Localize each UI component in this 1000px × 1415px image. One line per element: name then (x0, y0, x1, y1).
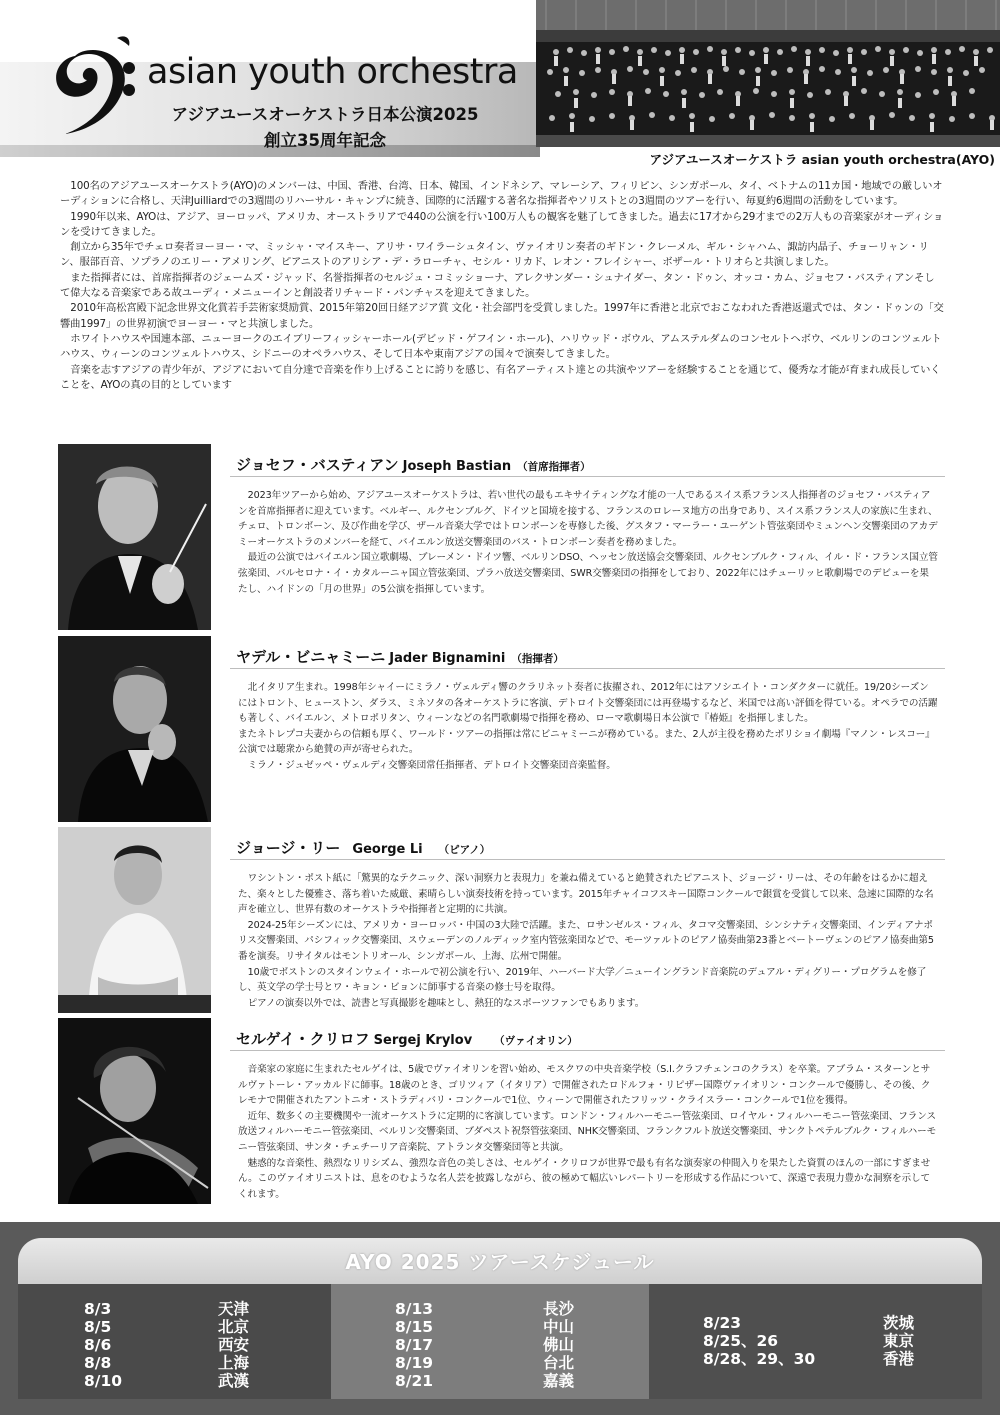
profile-name (236, 837, 490, 858)
name-ja: セルゲイ・クリロフ (236, 1030, 370, 1048)
bio-paragraph: 最近の公演ではバイエルン国立歌劇場、ブレーメン・ドイツ響、ベルリンDSO、ヘッセン放送協会交響楽団、ルクセンブルク・フィル、イル・ド・フランス国立管弦楽団、バルセロナ・イ・カタルーニャ国立管弦楽団、プラハ放送交響楽団、SWR交響楽団の指揮をしており、2022年にはチューリッヒ歌劇場でのデビューを果たし、ハイドンの「月の世界」の5公演を指揮しています。 (238, 552, 938, 595)
name-ja: ジョセフ・バスティアン (236, 456, 399, 474)
schedule-date: 8/6 (84, 1336, 112, 1354)
role-label: （首席指揮者） (517, 461, 591, 473)
schedule-city: 台北 (543, 1354, 575, 1372)
schedule-date: 8/5 (84, 1318, 112, 1336)
role-label: （指揮者） (511, 653, 564, 665)
profile-bio (238, 871, 938, 1011)
role-label: （ピアノ） (438, 844, 491, 856)
divider (230, 476, 945, 477)
bio-paragraph: またネトレプコ夫妻からの信頼も厚く、ワールド・ツアーの指揮は常にビニャミーニが務めている。また、2人が主役を務めたボリショイ劇場『マノン・レスコー』公演では聴衆から絶賛の声が寄せられた。 (238, 728, 935, 756)
intro-paragraph: 1990年以来、AYOは、アジア、ヨーロッパ、アメリカ、オーストラリアで440の公演を行い100万人もの観客を魅了してきました。過去に17才から29才までの2万人もの音楽家がオーディションを受けてきました。 (60, 210, 944, 238)
schedule-city: 香港 (883, 1350, 915, 1368)
intro-paragraph: また指揮者には、首席指揮者のジェームズ・ジャッド、名誉指揮者のセルジュ・コミッショーナ、アレクサンダー・シュナイダー、タン・ドゥン、オッコ・カム、ジョセフ・バスティアンそして偉大なる音楽家である故ユーディ・メニューインと創設者リチャード・パンチャスを迎えてきました。 (60, 271, 935, 300)
schedule-city: 上海 (218, 1354, 250, 1372)
ayo-logo-icon (45, 28, 145, 138)
profile-name (236, 646, 564, 667)
profile-name (236, 1028, 578, 1049)
bio-paragraph: 近年、数多くの主要機関や一流オーケストラに定期的に客演しています。ロンドン・フィルハーモニー管弦楽団、ロイヤル・フィルハーモニー管弦楽団、フランス放送フィルハーモニー管弦楽団、ベルリン交響楽団、ブダペスト祝祭管弦楽団、NHK交響楽団、フランクフルト放送交響楽団、サンクトペテルブルク・フィルハーモニー管弦楽団、サンタ・チェチーリア音楽院、アトランタ交響楽団等と共演。 (238, 1110, 937, 1153)
role-label: （ヴァイオリン） (494, 1035, 578, 1047)
portrait-photo (58, 1018, 211, 1204)
event-subtitle: 創立35周年記念 (264, 131, 386, 150)
tour-schedule (0, 1222, 1000, 1415)
schedule-title: AYO 2025 ツアースケジュール (345, 1250, 655, 1274)
schedule-column-china (18, 1284, 331, 1399)
profile-bio (238, 488, 938, 597)
intro-paragraph: 創立から35年でチェロ奏者ヨーヨー・マ、ミッシャ・マイスキー、アリサ・ワイラーシュタイン、ヴァイオリン奏者のギドン・クレーメル、ギル・シャハム、諏訪内晶子、チョーリャン・リン、服部百音、ソプラノのエリー・アメリング、ピアニストのアリシア・デ・ラローチャ、セシル・リカド、レオン・フレイシャー、ボザール・トリオらと共演しました。 (60, 241, 929, 269)
schedule-city: 東京 (883, 1332, 915, 1350)
schedule-city: 佛山 (543, 1336, 575, 1354)
bio-paragraph: 10歳でボストンのスタインウェイ・ホールで初公演を行い、2019年、ハーバード大学／ニューイングランド音楽院のデュアル・ディグリー・プログラムを修了し、英文学の学士号とワ・キョン・ビョンに師事する音楽の修士号を取得。 (238, 966, 927, 994)
schedule-date: 8/8 (84, 1354, 112, 1372)
portrait-photo (58, 636, 211, 822)
schedule-date: 8/3 (84, 1300, 112, 1318)
schedule-date: 8/15 (395, 1318, 434, 1336)
profile-bio (238, 1062, 938, 1202)
name-en: Jader Bignamini (389, 651, 506, 666)
bio-paragraph: ワシントン・ポスト紙に「驚異的なテクニック、深い洞察力と表現力」を兼ね備えていると絶賛されたピアニスト、ジョージ・リーは、その年齢をはるかに超えた、楽々とした優雅さ、落ち着いた威厳、素晴らしい演奏技術を持っています。2015年チャイコフスキー国際コンクールで銀賞を受賞して以来、急速に国際的な名声を確立し、世界有数のオーケストラや指揮者と定期的に共演。 (238, 873, 934, 916)
name-ja: ヤデル・ビニャミーニ (236, 648, 386, 666)
profile-bio (238, 680, 938, 774)
portrait-photo (58, 444, 211, 630)
photo-caption: アジアユースオーケストラ asian youth orchestra(AYO) (649, 152, 995, 167)
intro-paragraph: 2010年高松宮殿下記念世界文化賞若手芸術家奨励賞、2015年第20回日経アジア賞 文化・社会部門を受賞しました。1997年に香港と北京でおこなわれた香港返還式では、タン・ドゥンの「交響曲1997」の世界初演でヨーヨー・マと共演しました。 (60, 302, 944, 330)
schedule-city: 西安 (218, 1336, 250, 1354)
schedule-column-japan-hk (649, 1284, 982, 1399)
divider (230, 859, 945, 860)
schedule-date: 8/13 (395, 1300, 434, 1318)
bio-paragraph: 2024-25年シーズンには、アメリカ・ヨーロッパ・中国の3大陸で活躍。また、ロサンゼルス・フィル、タコマ交響楽団、シンシナティ交響楽団、インディアナポリス交響楽団、パシフィック交響楽団、スウェーデンのノルディック室内管弦楽団などで、モーツァルトのピアノ協奏曲第23番とベートーヴェンのピアノ協奏曲第5番を演奏。リサイタルはモントリオール、シンガポール、上海、広州で開催。 (238, 919, 934, 962)
schedule-date: 8/17 (395, 1336, 434, 1354)
intro-paragraph: 100名のアジアユースオーケストラ(AYO)のメンバーは、中国、香港、台湾、日本、韓国、インドネシア、マレーシア、フィリピン、シンガポール、タイ、ベトナムの11カ国・地域での厳しいオーディションに合格し、天津Juilliardでの3週間のリハーサル・キャンプに続き、国際的に活躍する著名な指揮者やソリストとの3週間のツアーを行い、毎夏約6週間の活動をしています。 (60, 180, 943, 208)
brand-name: asian youth orchestra (147, 52, 518, 92)
bio-paragraph: 音楽家の家庭に生まれたセルゲイは、5歳でヴァイオリンを習い始め、モスクワの中央音楽学校（S.I.クラフチェンコのクラス）を卒業。アブラム・スターンとサルヴァトーレ・アッカルドに師事。18歳のとき、ゴリツィア（イタリア）で開催されたロドルフォ・リピザー国際ヴァイオリン・コンクールで優勝し、その後、クレモナで開催されたアントニオ・ストラディバリ・コンクールで1位、ウィーンで開催されたフリッツ・クライスラー・コンクールで1位を獲得。 (238, 1064, 931, 1107)
portrait-photo (58, 827, 211, 1013)
intro-text (60, 179, 944, 393)
schedule-city: 武漢 (218, 1372, 250, 1390)
schedule-city: 長沙 (543, 1300, 575, 1318)
schedule-date: 8/10 (84, 1372, 123, 1390)
schedule-date: 8/23 (703, 1314, 742, 1332)
orchestra-photo (536, 0, 1000, 147)
bio-paragraph: 2023年ツアーから始め、アジアユースオーケストラは、若い世代の最もエキサイティングな才能の一人であるスイス系フランス人指揮者のジョセフ・バスティアンを首席指揮者に迎えています。ベルギー、ルクセンブルグ、ドイツと国境を接する、フランスのロレーヌ地方の出身であり、スイス系フランス人の家族に生まれ、チェロ、トロンボーン、及び作曲を学び、ザール音楽大学ではトロンボーンを専修した後、グスタフ・マーラー・ユーゲント管弦楽団やミュンヘン交響楽団のアカデミーオーケストラのメンバーを経て、バイエルン放送交響楽団のバス・トロンボーン奏者を務めました。 (238, 490, 938, 548)
name-en: Joseph Bastian (402, 459, 512, 474)
schedule-date: 8/21 (395, 1372, 434, 1390)
bio-paragraph: 北イタリア生まれ。1998年シャイーにミラノ・ヴェルディ響のクラリネット奏者に抜擢され、2012年にはアソシエイト・コンダクターに就任。19/20シーズンにはトロント、ヒューストン、ダラス、ミネソタの各オーケストラに客演、デトロイト交響楽団には再登場するなど、米国では高い評価を得ている。オペラでの活躍も著しく、バイエルン、メトロポリタン、ウィーンなどの名門歌劇場で指揮を務め、ローマ歌劇場日本公演で『椿姫』を指揮しました。 (238, 682, 938, 725)
divider (230, 668, 945, 669)
schedule-city: 茨城 (883, 1314, 915, 1332)
schedule-date: 8/28、29、30 (703, 1350, 816, 1368)
bio-paragraph: 魅惑的な音楽性、熱烈なリリシズム、強烈な音色の美しさは、セルゲイ・クリロフが世界で最も有名な演奏家の仲間入りを果たした資質のほんの一部にすぎません。このヴァイオリニストは、息をのむような名人芸を披露しながら、彼の極めて幅広いレパートリーを形成する作品について、深遠で表現力豊かな洞察を示してくれます。 (238, 1157, 931, 1200)
intro-paragraph: ホワイトハウスや国連本部、ニューヨークのエイブリーフィッシャーホール(デビッド・ゲフイン・ホール)、ハリウッド・ボウル、アムステルダムのコンセルトヘボウ、ベルリンのコンツェルトハウス、ウィーンのコンツェルトハウス、シドニーのオペラハウス、そして日本や東南アジアの国々で演奏してきました。 (60, 332, 942, 361)
event-title: アジアユースオーケストラ日本公演2025 (171, 105, 479, 124)
schedule-city: 天津 (218, 1300, 250, 1318)
schedule-title-bar (18, 1238, 982, 1284)
bio-paragraph: ピアノの演奏以外では、読書と写真撮影を趣味とし、熱狂的なスポーツファンでもあります。 (247, 997, 645, 1009)
schedule-city: 中山 (543, 1318, 575, 1336)
schedule-columns (18, 1284, 982, 1399)
profile-name (236, 454, 591, 475)
divider (230, 1050, 945, 1051)
schedule-city: 北京 (218, 1318, 250, 1336)
bio-paragraph: ミラノ・ジュゼッペ・ヴェルディ交響楽団常任指揮者、デトロイト交響楽団音楽監督。 (247, 759, 616, 771)
name-en: Sergej Krylov (373, 1033, 473, 1048)
schedule-date: 8/25、26 (703, 1332, 779, 1350)
schedule-column-south (331, 1284, 649, 1399)
name-ja: ジョージ・リー (236, 839, 341, 857)
schedule-city: 嘉義 (543, 1372, 575, 1390)
name-en: George Li (352, 842, 423, 857)
schedule-date: 8/19 (395, 1354, 434, 1372)
intro-paragraph: 音楽を志すアジアの青少年が、アジアにおいて自分達で音楽を作り上げることに誇りを感じ、有名アーティスト達との共演やツアーを経験することを通じて、優秀な才能が育まれ成長していくことを、AYOの真の目的としています (60, 363, 941, 391)
